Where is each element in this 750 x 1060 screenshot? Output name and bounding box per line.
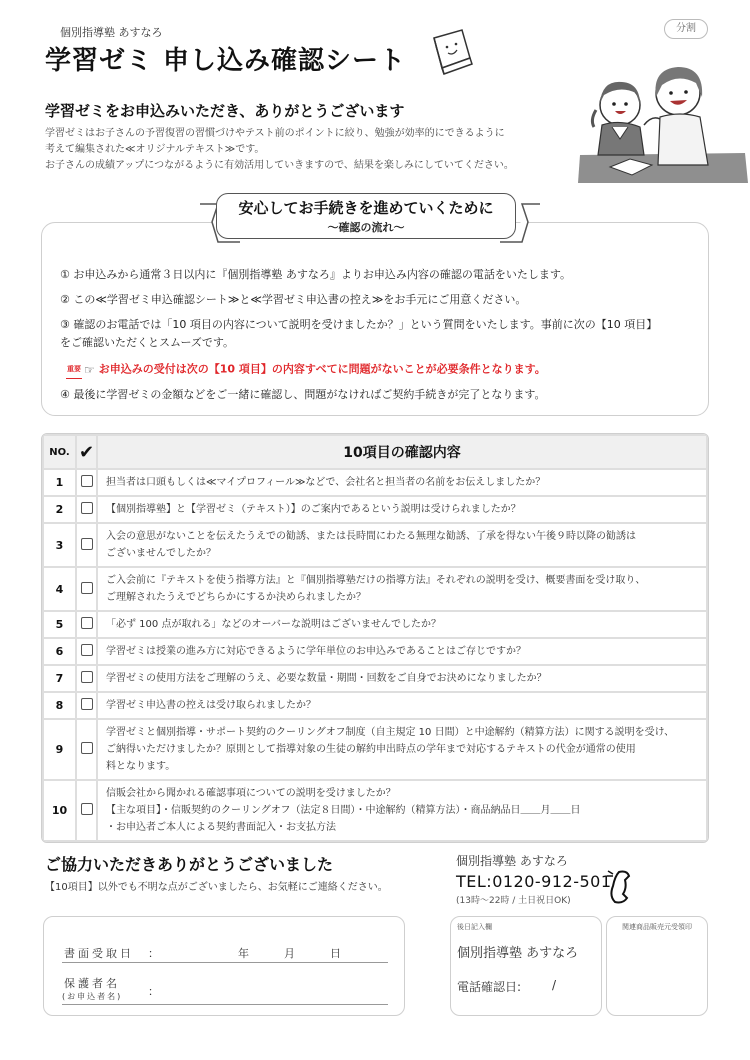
- flow-step-3-line: ③ 確認のお電話では「10 項目の内容について説明を受けましたか？」という質問をいたします。事前に次の【10 項目】: [60, 318, 658, 331]
- row-number: 10: [43, 780, 76, 841]
- flow-step-3: [60, 316, 700, 352]
- row-check-cell: [76, 496, 97, 523]
- row-check-cell: [76, 780, 97, 841]
- guardian-sublabel: (お申込者名): [62, 992, 123, 1001]
- row-content-line: 【個別指導塾】と【学習ゼミ（テキスト）】のご案内であるという説明は受けられましたか？: [106, 504, 521, 515]
- row-content: [97, 496, 707, 523]
- row-content-line: 「必ず 100 点が取れる」などのオーバーな説明はございませんでしたか？: [106, 619, 441, 630]
- thanks-heading: 学習ゼミをお申込みいただき、ありがとうございます: [45, 102, 405, 120]
- row-number: 3: [43, 523, 76, 567]
- row-content: [97, 692, 707, 719]
- row-content-line: 学習ゼミ申込書の控えは受け取られましたか？: [106, 700, 316, 711]
- row-checkbox[interactable]: [81, 502, 93, 514]
- teacher-student-illustration: [560, 55, 750, 185]
- row-checkbox[interactable]: [81, 803, 93, 815]
- flow-title: 安心してお手続きを進めていくために: [238, 199, 494, 217]
- month-label: 月: [284, 947, 298, 960]
- flow-step-4: ④ 最後に学習ゼミの金額などをご一緒に確認し、問題がなければご契約手続きが完了となります。: [60, 388, 546, 401]
- closing-thanks: ご協力いただきありがとうございました: [45, 855, 334, 874]
- row-checkbox[interactable]: [81, 698, 93, 710]
- row-number: 2: [43, 496, 76, 523]
- later-school-name: 個別指導塾 あすなろ: [457, 946, 579, 961]
- row-check-cell: [76, 469, 97, 496]
- row-content: [97, 611, 707, 638]
- flow-step-3-line: をご確認いただくとスムーズです。: [60, 336, 235, 349]
- page-title: 学習ゼミ 申し込み確認シート: [45, 46, 407, 76]
- year-label: 年: [238, 947, 252, 960]
- row-content-line: ・お申込者ご本人による契約書面記入・お支払方法: [106, 822, 336, 833]
- row-content: [97, 523, 707, 567]
- row-content: [97, 719, 707, 780]
- row-number: 5: [43, 611, 76, 638]
- row-number: 7: [43, 665, 76, 692]
- row-check-cell: [76, 692, 97, 719]
- received-date-field[interactable]: [62, 929, 388, 963]
- row-number: 9: [43, 719, 76, 780]
- row-checkbox[interactable]: [81, 617, 93, 629]
- tel-confirm-date-label: 電話確認日:: [457, 980, 522, 994]
- table-row: [43, 567, 707, 611]
- checkmark-icon: ✔: [78, 441, 95, 463]
- table-row: [43, 496, 707, 523]
- colon: ：: [148, 947, 162, 960]
- row-checkbox[interactable]: [81, 582, 93, 594]
- row-content-line: 学習ゼミと個別指導・サポート契約のクーリングオフ制度（自主規定 10 日間）と中途解約（精算方法）に関する説明を受け、: [106, 727, 675, 738]
- row-content: [97, 469, 707, 496]
- business-hours: (13時～22時 / 土日祝日OK): [456, 896, 571, 906]
- contact-note: 【10項目】以外でも不明な点がございましたら、お気軽にご連絡ください。: [45, 882, 388, 893]
- table-row: [43, 692, 707, 719]
- header-no: NO.: [43, 435, 76, 469]
- table-row: [43, 523, 707, 567]
- school-name-contact: 個別指導塾 あすなろ: [456, 854, 568, 868]
- book-icon: [426, 28, 476, 80]
- school-name-small: 個別指導塾 あすなろ: [60, 26, 163, 39]
- row-check-cell: [76, 719, 97, 780]
- table-header-row: [43, 435, 707, 469]
- receipt-form: [43, 916, 405, 1016]
- row-checkbox[interactable]: [81, 644, 93, 656]
- row-number: 1: [43, 469, 76, 496]
- flow-step-2: ② この≪学習ゼミ申込確認シート≫と≪学習ゼミ申込書の控え≫をお手元にご用意ください。: [60, 293, 527, 306]
- row-check-cell: [76, 665, 97, 692]
- split-badge: 分割: [664, 19, 708, 39]
- important-text: お申込みの受付は次の【10 項目】の内容すべてに問題がないことが必要条件となります。: [98, 362, 546, 376]
- important-tag: 重要: [66, 360, 82, 379]
- row-content: [97, 638, 707, 665]
- row-content-line: 学習ゼミの使用方法をご理解のうえ、必要な数量・期間・回数をご自身でお決めになりましたか？: [106, 673, 547, 684]
- row-content-line: 入会の意思がないことを伝えたうえでの勧誘、または長時間にわたる無理な勧誘、了承を得ない午後９時以降の勧誘は: [106, 531, 636, 542]
- row-content-line: 【主な項目】・信販契約のクーリングオフ（法定８日間）・中途解約（精算方法）・商品納品日＿＿月＿＿日: [106, 805, 581, 816]
- row-content-line: ご理解されたうえでどちらかにするか決められましたか？: [106, 592, 366, 603]
- row-content: [97, 567, 707, 611]
- table-row: [43, 638, 707, 665]
- row-content-line: 信販会社から聞かれる確認事項についての説明を受けましたか？: [106, 788, 396, 799]
- table-row: [43, 780, 707, 841]
- important-notice: [60, 360, 700, 379]
- row-check-cell: [76, 567, 97, 611]
- row-content: [97, 665, 707, 692]
- row-check-cell: [76, 523, 97, 567]
- later-entry-label: 後日記入欄: [457, 923, 492, 931]
- row-content-line: 学習ゼミは授業の進み方に対応できるように学年単位のお申込みであることはご存じですか？: [106, 646, 526, 657]
- stamp-label: 関連商品販売元受領印: [622, 923, 692, 931]
- row-number: 4: [43, 567, 76, 611]
- phone-icon: [605, 868, 639, 906]
- header-content: 10項目の確認内容: [97, 435, 707, 469]
- table-row: [43, 611, 707, 638]
- row-content-line: ございませんでしたか？: [106, 548, 216, 559]
- row-content-line: ご納得いただけましたか？原則として指導対象の生徒の解約申出時点の学年まで対応するテキストの代金が通常の使用: [106, 744, 636, 755]
- guardian-label: 保護者名: [64, 977, 120, 990]
- table-row: [43, 665, 707, 692]
- header-check: [76, 435, 97, 469]
- intro-line: お子さんの成績アップにつながるように有効活用していきますので、結果を楽しみにしていてください。: [45, 160, 514, 171]
- day-label: 日: [330, 947, 344, 960]
- row-content: [97, 780, 707, 841]
- date-slash: /: [552, 978, 557, 992]
- phone-number: TEL:0120-912-501: [456, 872, 612, 891]
- row-checkbox[interactable]: [81, 671, 93, 683]
- row-checkbox[interactable]: [81, 742, 93, 754]
- colon: ：: [148, 985, 162, 998]
- row-number: 6: [43, 638, 76, 665]
- row-checkbox[interactable]: [81, 475, 93, 487]
- intro-line: 考えて編集された≪オリジナルテキスト≫です。: [45, 144, 265, 155]
- table-row: [43, 469, 707, 496]
- table-row: [43, 719, 707, 780]
- flow-step-1: ① お申込みから通常３日以内に『個別指導塾 あすなろ』よりお申込み内容の確認の電話をいたします。: [60, 268, 571, 281]
- row-check-cell: [76, 638, 97, 665]
- row-content-line: 料となります。: [106, 761, 176, 772]
- row-check-cell: [76, 611, 97, 638]
- row-content-line: 担当者は口頭もしくは≪マイプロフィール≫などで、会社名と担当者の名前をお伝えしましたか？: [106, 477, 546, 488]
- intro-line: 学習ゼミはお子さんの予習復習の習慣づけやテスト前のポイントに絞り、勉強が効率的にできるように: [45, 128, 505, 139]
- intro-text: [45, 126, 555, 174]
- guardian-name-field[interactable]: [62, 969, 388, 1005]
- table-body: [43, 469, 707, 841]
- row-checkbox[interactable]: [81, 538, 93, 550]
- pointing-hand-icon: ☞: [84, 362, 95, 377]
- row-number: 8: [43, 692, 76, 719]
- flow-subtitle: ～確認の流れ～: [327, 221, 405, 234]
- checklist-table: [41, 433, 709, 843]
- received-date-label: 書面受取日: [64, 947, 134, 960]
- row-content-line: ご入会前に『テキストを使う指導方法』と『個別指導塾だけの指導方法』それぞれの説明を受け、概要書面を受け取り、: [106, 575, 646, 586]
